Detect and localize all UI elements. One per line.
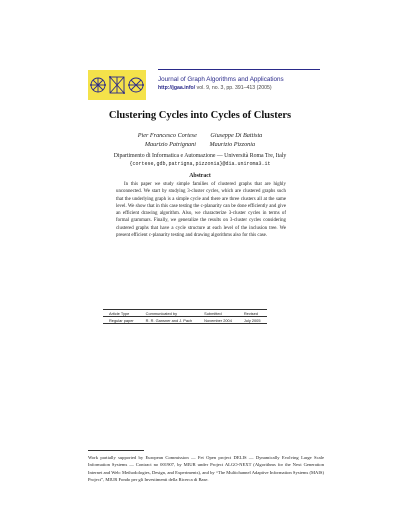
- author-list: [0, 131, 400, 149]
- affiliation: [0, 152, 400, 168]
- author-name: Maurizio Pizzonia: [209, 141, 256, 148]
- journal-header: [88, 70, 324, 102]
- table-cell: November 2004: [198, 317, 238, 324]
- abstract-heading: Abstract: [189, 173, 211, 179]
- author-name: Giuseppe Di Battista: [210, 132, 263, 139]
- journal-url[interactable]: http://jgaa.info/: [158, 85, 196, 91]
- table-header-cell: Communicated by: [140, 310, 199, 317]
- footnote-rule: [88, 450, 144, 451]
- author-email: {cortese,gdb,patrigna,pizzonia}@dia.uniroma3.it: [129, 161, 271, 167]
- journal-info: [158, 76, 328, 91]
- journal-logo-icon: [88, 70, 146, 100]
- article-info-table: [103, 309, 267, 324]
- table-header-cell: Submitted: [198, 310, 238, 317]
- department: Dipartimento di Informatica e Automazione — Università Roma Tre, Italy: [113, 153, 287, 159]
- table-cell: July 2005: [238, 317, 267, 324]
- table-header-cell: Revised: [238, 310, 267, 317]
- journal-name: Journal of Graph Algorithms and Applications: [158, 76, 284, 83]
- table-header-cell: Article Type: [103, 310, 140, 317]
- table-cell: Regular paper: [103, 317, 140, 324]
- header-rule: [158, 69, 320, 70]
- table-row: [103, 317, 267, 324]
- table-cell: R. R. Gansner and J. Pach: [140, 317, 199, 324]
- author-name: Pier Francesco Cortese: [137, 132, 197, 139]
- journal-volume: vol. 9, no. 3, pp. 391–413 (2005): [196, 85, 272, 91]
- journal-citation: [158, 85, 328, 91]
- funding-footnote: Work partially supported by European Commission — Fet Open project DELIS — Dynamically Evolving Large Scale Information Systems — Contract no 001907, by MIUR under Project ALGO-NEXT (Algorithms for the Next Generation Internet and Web: Methodologies, Design, and Experiments), and by “The Multichannel Adaptive Information Systems (MAIS) Project”, MIUR Fondo per gli Investimenti della Ricerca di Base.: [88, 455, 324, 482]
- author-name: Maurizio Patrignani: [144, 141, 196, 148]
- paper-title: Clustering Cycles into Cycles of Clusters: [108, 110, 292, 121]
- table-header-row: [103, 310, 267, 317]
- abstract-body: In this paper we study simple families of clustered graphs that are highly unconnected. We start by studying 3-cluster cycles, which are clustered graphs such that the underlying graph is a simple cycle and there are three clusters all at the same level. We show that in this case testing the c-planarity can be done efficiently and give an efficient drawing algorithm. Also, we characterize 3-cluster cycles in terms of formal grammars. Finally, we generalize the results on 3-cluster cycles considering clustered graphs that have a cycle structure at each level of the inclusion tree. We present efficient c-planarity testing and drawing algorithms also for this case.: [116, 182, 286, 239]
